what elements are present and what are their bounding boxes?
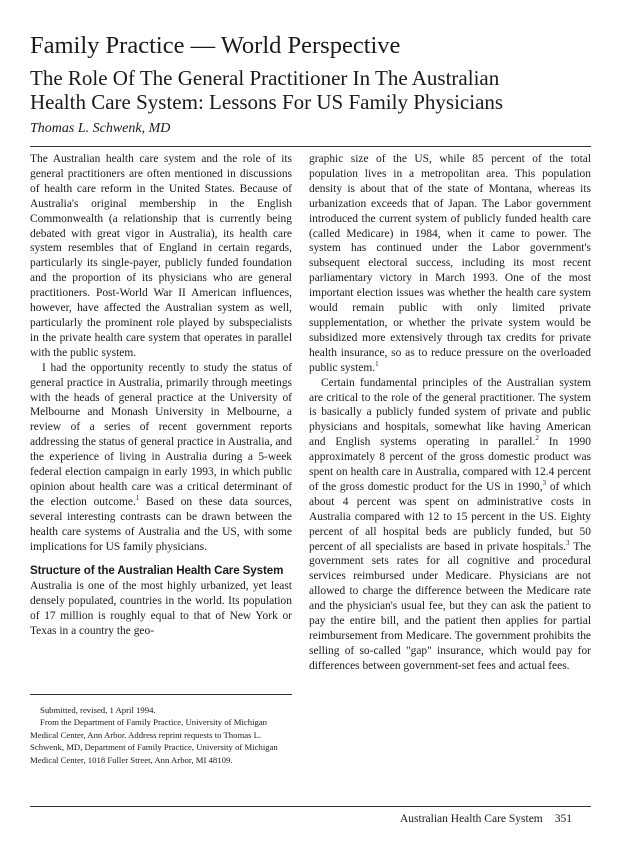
author-byline: Thomas L. Schwenk, MD (30, 121, 171, 136)
left-column (30, 152, 292, 639)
footnote-rule (30, 694, 292, 695)
paragraph-text: The Australian health care system and the role of its general practitioners are often mentioned in discussions of health care reform in the United States. Because of Australia's original membership in the English Commonwealth (a relationship that is currently being debated with great vigor in Australia), its health care system resembles that of England in certain regards, particularly its single-payer, publicly funded foundation and the proportion of its physicians who are general practitioners. Post-World War II American influences, however, have affected the Australian system as well, particularly the prominent role played by subspecialists in the private health care system that operates in parallel with the public system. (30, 153, 292, 359)
running-footer (400, 812, 572, 826)
footnote-affiliation: From the Department of Family Practice, University of Michigan Medical Center, Ann Arbor. Address reprint requests to Thomas L. Schwenk, MD, Department of Family Practice, University of Michigan Medical Center, 1018 Fuller Street, Ann Arbor, MI 48109. (30, 717, 278, 765)
running-title: Australian Health Care System (399, 813, 543, 825)
article-title-line-2: Health Care System: Lessons For US Family Physicians (30, 90, 504, 114)
paragraph-text: Based on these data sources, several interesting contrasts can be drawn between the health care systems of Australia and the US, with some implications for US family physicians. (30, 495, 292, 553)
reference-mark: 3 (566, 538, 570, 547)
footer-rule (30, 806, 591, 807)
paragraph-text: In 1990 approximately 8 percent of the gross domestic product was spent on health care in Australia, compared with 12.4 percent of the gross domestic product for the US in 1990, (309, 436, 591, 493)
page-number: 351 (554, 813, 572, 825)
body-paragraph (30, 152, 292, 361)
footnote-submitted: Submitted, revised, 1 April 1994. (40, 705, 156, 715)
subheading: Structure of the Australian Health Care System (30, 564, 284, 578)
paragraph-text: Certain fundamental principles of the Australian system are critical to the role of the general practitioner. The system is basically a publicly funded system of private and public physicians and hospitals, somewhat like having American and English systems operating in parallel. (309, 376, 591, 449)
body-paragraph (30, 361, 292, 555)
article-title (30, 66, 600, 114)
paragraph-text: graphic size of the US, while 85 percent of the total population lives in a metropolitan area. This population density is about that of the state of Montana, whereas its urbanization exceeds that of Japan. The Labor government introduced the current system of publicly funded health care (called Medicare) in 1984, when it came to power. The system has continued under the Labor government's subsequent electoral success, including its most recent parliamentary victory in March 1993. One of the most important election issues was whether the health care system would remain public with only limited private supplementation, or whether the private system would be subsidized more extensively through tax credits for private health insurance, so as to reduce pressure on the overloaded public system. (309, 153, 591, 374)
header-rule (30, 146, 591, 147)
article-title-line-1: The Role Of The General Practitioner In The Australian (30, 66, 500, 90)
paragraph-text: The government sets rates for all cognitive and procedural services reimbursed under Medicare. Physicians are not allowed to charge the difference between the Medicare rate and the physician's usual fee, but they can ask the patient to pay the entire bill, and the patient then applies for partial reimbursement from Medicare. The government prohibits the selling of so-called "gap" insurance, which would pay for differences between government-set fees and actual fees. (309, 540, 591, 672)
reference-mark: 1 (375, 359, 379, 368)
reference-mark: 3 (542, 479, 547, 488)
section-title: Family Practice — World Perspective (30, 32, 401, 59)
body-paragraph (309, 152, 591, 376)
footnote (30, 704, 292, 766)
reference-mark: 2 (535, 434, 539, 443)
body-paragraph (309, 376, 591, 674)
paragraph-text: Australia is one of the most highly urbanized, yet least densely populated, countries in the world. Its population of 17 million is roughly equal to that of New York or Texas in a country the geo- (30, 580, 292, 638)
paragraph-text: I had the opportunity recently to study the status of general practice in Australia, primarily through meetings with the heads of general practice at the University of Melbourne and Monash University in Melbourne, a review of a series of recent government reports addressing the status of general practice in Australia, and the experience of living in Australia during a 5-week federal election campaign in early 1993, in which public opinion about health care was a critical determinant of the election outcome. (30, 361, 292, 508)
paragraph-text: of which about 4 percent was spent on administrative costs in Australia compared with 12 to 15 percent in the US. Eighty percent of all hospital beds are publicly funded, but 50 percent of all specialists are based in private hospitals. (309, 480, 591, 553)
body-paragraph (30, 579, 292, 639)
reference-mark: 1 (135, 494, 140, 503)
right-column (309, 152, 591, 674)
